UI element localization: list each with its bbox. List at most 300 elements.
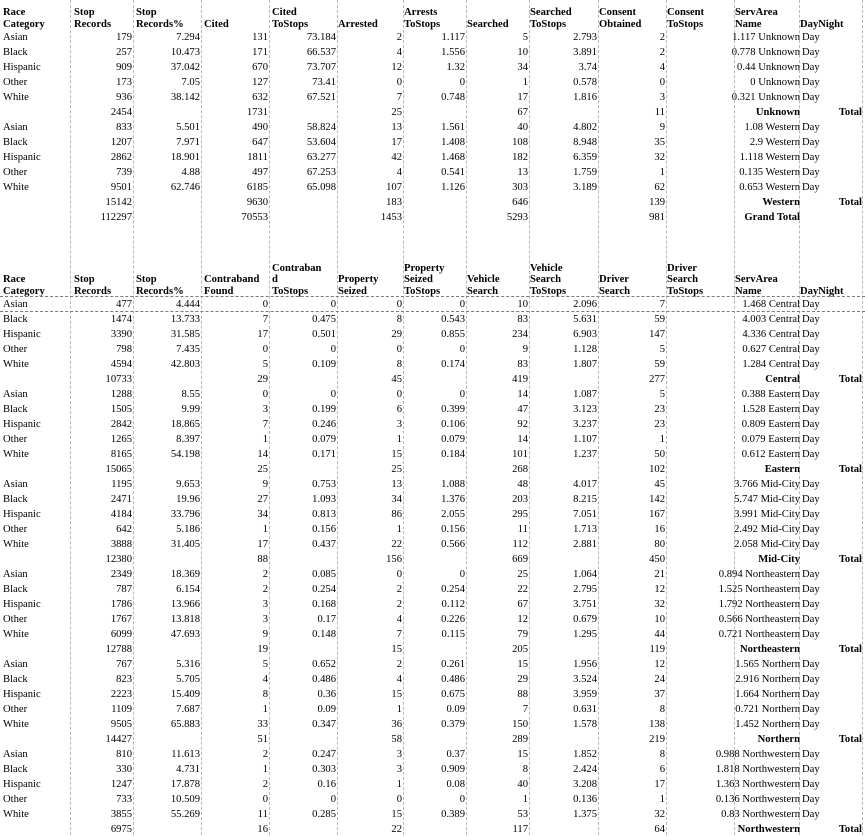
table-cell[interactable]: 88: [517, 689, 528, 700]
table-cell[interactable]: Mid-City: [758, 554, 800, 565]
table-cell[interactable]: Hispanic: [3, 329, 41, 340]
table-cell[interactable]: 66.537: [306, 47, 336, 58]
table-cell[interactable]: 1.087: [573, 389, 597, 400]
table-cell[interactable]: Total: [838, 824, 862, 835]
table-cell[interactable]: 4594: [110, 359, 132, 370]
table-cell[interactable]: 1.117: [441, 32, 465, 43]
table-cell[interactable]: 8: [659, 704, 665, 715]
table-cell[interactable]: 15: [391, 689, 402, 700]
table-cell[interactable]: 62: [654, 182, 665, 193]
table-cell[interactable]: 112: [512, 539, 528, 550]
table-cell[interactable]: 2: [262, 584, 268, 595]
table-cell[interactable]: 0.085: [312, 569, 336, 580]
table-cell[interactable]: 34: [517, 62, 528, 73]
table-cell[interactable]: 117: [512, 824, 528, 835]
table-cell[interactable]: 0.254: [312, 584, 336, 595]
table-cell[interactable]: 733: [116, 794, 132, 805]
table-cell[interactable]: 150: [512, 719, 528, 730]
table-cell[interactable]: 0.486: [441, 674, 465, 685]
table-cell[interactable]: 1: [396, 434, 402, 445]
table-cell[interactable]: 0.753: [312, 479, 336, 490]
table-cell[interactable]: Day: [802, 794, 820, 805]
table-cell[interactable]: Day: [802, 749, 820, 760]
table-cell[interactable]: 8.215: [573, 494, 597, 505]
table-cell[interactable]: 33.796: [170, 509, 200, 520]
table-cell[interactable]: Hispanic: [3, 62, 41, 73]
table-cell[interactable]: 15: [391, 644, 402, 655]
table-cell[interactable]: 0.136: [573, 794, 597, 805]
table-cell[interactable]: 490: [252, 122, 268, 133]
table-cell[interactable]: [270, 195, 336, 210]
table-cell[interactable]: 183: [386, 197, 402, 208]
table-cell[interactable]: Total: [838, 644, 862, 655]
table-cell[interactable]: 0.079 Eastern: [741, 434, 800, 445]
table-cell[interactable]: [800, 537, 862, 552]
table-cell[interactable]: 0.778 Unknown: [731, 47, 800, 58]
table-cell[interactable]: 0.44 Unknown: [737, 62, 800, 73]
table-cell[interactable]: 0.501: [312, 329, 336, 340]
table-cell[interactable]: 67: [517, 599, 528, 610]
table-cell[interactable]: 1474: [110, 314, 132, 325]
table-cell[interactable]: [800, 567, 862, 582]
table-cell[interactable]: 9.99: [181, 404, 200, 415]
table-cell[interactable]: 0.156: [312, 524, 336, 535]
table-cell[interactable]: 2.424: [573, 764, 597, 775]
table-cell[interactable]: 0.168: [312, 599, 336, 610]
table-cell[interactable]: 7: [262, 419, 268, 430]
table-cell[interactable]: 330: [116, 764, 132, 775]
table-cell[interactable]: 0.112: [441, 599, 465, 610]
table-cell[interactable]: Hispanic: [3, 599, 41, 610]
table-cell[interactable]: [134, 552, 200, 567]
table-cell[interactable]: [800, 507, 862, 522]
table-cell[interactable]: 1505: [110, 404, 132, 415]
table-cell[interactable]: 4.003 Central: [742, 314, 800, 325]
table-cell[interactable]: 2: [396, 32, 402, 43]
table-cell[interactable]: [800, 762, 862, 777]
table-cell[interactable]: Day: [802, 809, 820, 820]
table-cell[interactable]: Day: [802, 584, 820, 595]
table-cell[interactable]: 0.83 Northwestern: [721, 809, 800, 820]
table-cell[interactable]: 33: [257, 719, 268, 730]
table-cell[interactable]: [800, 150, 862, 165]
table-cell[interactable]: 11: [257, 809, 268, 820]
table-cell[interactable]: 0.566 Northeastern: [718, 614, 800, 625]
table-cell[interactable]: Day: [802, 674, 820, 685]
table-cell[interactable]: 15: [391, 449, 402, 460]
table-cell[interactable]: White: [3, 809, 29, 820]
table-cell[interactable]: [530, 552, 597, 567]
table-cell[interactable]: 0.389: [441, 809, 465, 820]
table-cell[interactable]: White: [3, 92, 29, 103]
table-cell[interactable]: 23: [654, 419, 665, 430]
table-cell[interactable]: 29: [257, 374, 268, 385]
table-cell[interactable]: Hispanic: [3, 152, 41, 163]
table-cell[interactable]: [800, 522, 862, 537]
table-cell[interactable]: 13.733: [170, 314, 200, 325]
table-cell[interactable]: 5: [262, 359, 268, 370]
table-cell[interactable]: 0.541: [441, 167, 465, 178]
table-cell[interactable]: 9: [262, 629, 268, 640]
table-cell[interactable]: [800, 312, 862, 327]
table-cell[interactable]: 15142: [105, 197, 132, 208]
table-cell[interactable]: [800, 327, 862, 342]
table-cell[interactable]: 37: [654, 689, 665, 700]
table-cell[interactable]: 0.106: [441, 419, 465, 430]
table-cell[interactable]: 1: [659, 434, 665, 445]
table-cell[interactable]: Asian: [3, 389, 28, 400]
table-cell[interactable]: 670: [252, 62, 268, 73]
table-cell[interactable]: 138: [649, 719, 665, 730]
table-cell[interactable]: 88: [257, 554, 268, 565]
table-cell[interactable]: 8: [262, 689, 268, 700]
table-cell[interactable]: 12: [654, 659, 665, 670]
table-cell[interactable]: 35: [654, 137, 665, 148]
table-cell[interactable]: 13.966: [170, 599, 200, 610]
table-cell[interactable]: Day: [802, 389, 820, 400]
table-cell[interactable]: 1.32: [446, 62, 465, 73]
table-cell[interactable]: 303: [512, 182, 528, 193]
table-cell[interactable]: 7.051: [573, 509, 597, 520]
table-cell[interactable]: 1.064: [573, 569, 597, 580]
table-cell[interactable]: Western: [762, 197, 800, 208]
table-cell[interactable]: 10.473: [170, 47, 200, 58]
table-cell[interactable]: 12: [654, 584, 665, 595]
table-cell[interactable]: Total: [838, 197, 862, 208]
table-cell[interactable]: [530, 732, 597, 747]
table-cell[interactable]: 4: [659, 62, 665, 73]
table-cell[interactable]: [134, 462, 200, 477]
table-cell[interactable]: 10733: [105, 374, 132, 385]
table-cell[interactable]: 3.74: [578, 62, 597, 73]
table-cell[interactable]: 0.261: [441, 659, 465, 670]
table-cell[interactable]: 40: [517, 122, 528, 133]
table-cell[interactable]: [530, 210, 597, 225]
table-cell[interactable]: 419: [512, 374, 528, 385]
table-cell[interactable]: 5: [262, 659, 268, 670]
table-cell[interactable]: 3: [396, 419, 402, 430]
table-cell[interactable]: 1.556: [441, 47, 465, 58]
table-cell[interactable]: Asian: [3, 569, 28, 580]
table-cell[interactable]: Northeastern: [739, 644, 800, 655]
table-cell[interactable]: 11: [654, 107, 665, 118]
column-header[interactable]: Contraband Found: [204, 274, 260, 297]
table-cell[interactable]: Day: [802, 167, 820, 178]
table-cell[interactable]: 277: [649, 374, 665, 385]
table-cell[interactable]: 2223: [110, 689, 132, 700]
table-cell[interactable]: Day: [802, 569, 820, 580]
table-cell[interactable]: [3, 210, 69, 225]
table-cell[interactable]: Other: [3, 77, 28, 88]
table-cell[interactable]: 34: [391, 494, 402, 505]
table-cell[interactable]: White: [3, 359, 29, 370]
table-cell[interactable]: Day: [802, 359, 820, 370]
table-cell[interactable]: 31.585: [170, 329, 200, 340]
table-cell[interactable]: 40: [517, 779, 528, 790]
table-cell[interactable]: Day: [802, 704, 820, 715]
table-cell[interactable]: 5.316: [176, 659, 200, 670]
table-cell[interactable]: 15065: [105, 464, 132, 475]
table-cell[interactable]: 58.824: [306, 122, 336, 133]
table-cell[interactable]: 0.148: [312, 629, 336, 640]
table-cell[interactable]: 17: [517, 92, 528, 103]
table-cell[interactable]: 17: [257, 539, 268, 550]
table-cell[interactable]: Day: [802, 77, 820, 88]
table-cell[interactable]: [134, 195, 200, 210]
table-cell[interactable]: [530, 195, 597, 210]
table-cell[interactable]: Day: [802, 629, 820, 640]
table-cell[interactable]: 1.565 Northern: [735, 659, 800, 670]
table-cell[interactable]: Asian: [3, 749, 28, 760]
table-cell[interactable]: 8.55: [181, 389, 200, 400]
table-cell[interactable]: 823: [116, 674, 132, 685]
table-cell[interactable]: 1.363 Northwestern: [715, 779, 800, 790]
table-cell[interactable]: 83: [517, 314, 528, 325]
table-cell[interactable]: Day: [802, 434, 820, 445]
table-cell[interactable]: 92: [517, 419, 528, 430]
table-cell[interactable]: [134, 372, 200, 387]
table-cell[interactable]: 4.444: [176, 299, 200, 310]
table-cell[interactable]: Day: [802, 47, 820, 58]
table-cell[interactable]: 22: [391, 824, 402, 835]
table-cell[interactable]: Black: [3, 674, 28, 685]
table-cell[interactable]: Day: [802, 479, 820, 490]
table-cell[interactable]: 156: [386, 554, 402, 565]
table-cell[interactable]: 0.254: [441, 584, 465, 595]
table-cell[interactable]: 0.652: [312, 659, 336, 670]
table-cell[interactable]: Central: [765, 374, 800, 385]
column-header[interactable]: Stop Records: [74, 274, 112, 297]
table-cell[interactable]: Hispanic: [3, 689, 41, 700]
table-cell[interactable]: 0.109: [312, 359, 336, 370]
table-cell[interactable]: 7: [262, 314, 268, 325]
table-cell[interactable]: 0.909: [441, 764, 465, 775]
column-header[interactable]: Consent ToStops: [667, 7, 705, 30]
table-cell[interactable]: 1247: [110, 779, 132, 790]
table-cell[interactable]: [800, 30, 862, 45]
table-cell[interactable]: 1.528 Eastern: [741, 404, 800, 415]
table-cell[interactable]: 5: [659, 389, 665, 400]
table-cell[interactable]: 6.154: [176, 584, 200, 595]
table-cell[interactable]: Day: [802, 614, 820, 625]
table-cell[interactable]: 27: [257, 494, 268, 505]
table-cell[interactable]: 67: [517, 107, 528, 118]
table-cell[interactable]: 1288: [110, 389, 132, 400]
table-cell[interactable]: [800, 627, 862, 642]
table-cell[interactable]: 1.525 Northeastern: [718, 584, 800, 595]
table-cell[interactable]: 12788: [105, 644, 132, 655]
table-cell[interactable]: 1.375: [573, 809, 597, 820]
table-cell[interactable]: 1109: [111, 704, 132, 715]
table-cell[interactable]: 179: [116, 32, 132, 43]
table-cell[interactable]: 18.865: [170, 419, 200, 430]
table-cell[interactable]: 3: [262, 614, 268, 625]
table-cell[interactable]: Black: [3, 47, 28, 58]
table-cell[interactable]: 3: [262, 404, 268, 415]
table-cell[interactable]: Day: [802, 509, 820, 520]
table-cell[interactable]: 0.321 Unknown: [731, 92, 800, 103]
table-cell[interactable]: Day: [802, 92, 820, 103]
table-cell[interactable]: Total: [838, 107, 862, 118]
table-cell[interactable]: 1.376: [441, 494, 465, 505]
table-cell[interactable]: [800, 165, 862, 180]
table-cell[interactable]: 4: [396, 674, 402, 685]
table-cell[interactable]: 73.41: [312, 77, 336, 88]
table-cell[interactable]: 1.852: [573, 749, 597, 760]
table-cell[interactable]: 0.136 Northwestern: [715, 794, 800, 805]
table-cell[interactable]: 101: [512, 449, 528, 460]
table-cell[interactable]: 1: [659, 794, 665, 805]
table-cell[interactable]: 2.096: [573, 299, 597, 310]
table-cell[interactable]: 67.253: [306, 167, 336, 178]
table-cell[interactable]: 0.612 Eastern: [741, 449, 800, 460]
table-cell[interactable]: 7.435: [176, 344, 200, 355]
table-cell[interactable]: 15: [517, 659, 528, 670]
table-cell[interactable]: 0.247: [312, 749, 336, 760]
table-cell[interactable]: Day: [802, 689, 820, 700]
table-cell[interactable]: Day: [802, 599, 820, 610]
table-cell[interactable]: Day: [802, 719, 820, 730]
table-cell[interactable]: [404, 210, 465, 225]
table-cell[interactable]: 1.107: [573, 434, 597, 445]
table-cell[interactable]: 44: [654, 629, 665, 640]
table-cell[interactable]: 55.269: [170, 809, 200, 820]
table-cell[interactable]: 6: [659, 764, 665, 775]
table-cell[interactable]: 6185: [246, 182, 268, 193]
column-header[interactable]: Searched ToStops: [530, 7, 572, 30]
table-cell[interactable]: 632: [252, 92, 268, 103]
table-cell[interactable]: 14: [517, 389, 528, 400]
table-cell[interactable]: 10: [654, 614, 665, 625]
table-cell[interactable]: 29: [517, 674, 528, 685]
table-cell[interactable]: White: [3, 182, 29, 193]
table-cell[interactable]: 2: [262, 749, 268, 760]
table-cell[interactable]: [800, 210, 862, 225]
table-cell[interactable]: 22: [391, 539, 402, 550]
table-cell[interactable]: 0: [262, 389, 268, 400]
table-cell[interactable]: 45: [391, 374, 402, 385]
table-cell[interactable]: 112297: [100, 212, 132, 223]
table-cell[interactable]: 1: [262, 434, 268, 445]
table-cell[interactable]: 0: [396, 389, 402, 400]
table-cell[interactable]: [3, 105, 69, 120]
table-cell[interactable]: Other: [3, 794, 28, 805]
table-cell[interactable]: 0: [396, 569, 402, 580]
table-cell[interactable]: Asian: [3, 479, 28, 490]
table-cell[interactable]: 31.405: [170, 539, 200, 550]
table-cell[interactable]: 936: [116, 92, 132, 103]
table-cell[interactable]: 1.126: [441, 182, 465, 193]
table-cell[interactable]: Day: [802, 659, 820, 670]
table-cell[interactable]: 9505: [110, 719, 132, 730]
column-header[interactable]: Cited: [204, 18, 229, 30]
table-cell[interactable]: 34: [257, 509, 268, 520]
table-cell[interactable]: [270, 105, 336, 120]
table-cell[interactable]: 1.956: [573, 659, 597, 670]
table-cell[interactable]: 12: [517, 614, 528, 625]
table-cell[interactable]: 0.135 Western: [739, 167, 800, 178]
table-cell[interactable]: [800, 702, 862, 717]
table-cell[interactable]: 62.746: [170, 182, 200, 193]
table-cell[interactable]: 29: [391, 329, 402, 340]
table-cell[interactable]: [800, 582, 862, 597]
column-header[interactable]: ServArea Name: [735, 274, 778, 297]
table-cell[interactable]: 1207: [110, 137, 132, 148]
table-cell[interactable]: 497: [252, 167, 268, 178]
table-cell[interactable]: 909: [116, 62, 132, 73]
table-cell[interactable]: 1.295: [573, 629, 597, 640]
table-cell[interactable]: [800, 672, 862, 687]
table-cell[interactable]: 234: [512, 329, 528, 340]
table-cell[interactable]: 2: [396, 584, 402, 595]
table-cell[interactable]: [800, 75, 862, 90]
table-cell[interactable]: 25: [257, 464, 268, 475]
table-cell[interactable]: 0.226: [441, 614, 465, 625]
table-cell[interactable]: 73.184: [306, 32, 336, 43]
table-cell[interactable]: [800, 717, 862, 732]
table-cell[interactable]: Unknown: [755, 107, 800, 118]
table-cell[interactable]: [800, 417, 862, 432]
table-cell[interactable]: 0.37: [446, 749, 465, 760]
table-cell[interactable]: Day: [802, 32, 820, 43]
table-cell[interactable]: 1: [659, 167, 665, 178]
table-cell[interactable]: 0.578: [573, 77, 597, 88]
table-cell[interactable]: 642: [116, 524, 132, 535]
table-cell[interactable]: Day: [802, 314, 820, 325]
table-cell[interactable]: 18.369: [170, 569, 200, 580]
table-cell[interactable]: Total: [838, 554, 862, 565]
table-cell[interactable]: [3, 462, 69, 477]
table-cell[interactable]: 1: [522, 77, 528, 88]
table-cell[interactable]: 19.96: [176, 494, 200, 505]
table-cell[interactable]: 131: [252, 32, 268, 43]
table-cell[interactable]: 0: [262, 794, 268, 805]
table-cell[interactable]: [800, 747, 862, 762]
table-cell[interactable]: 0.246: [312, 419, 336, 430]
table-cell[interactable]: 1.816: [573, 92, 597, 103]
table-cell[interactable]: 0.09: [317, 704, 336, 715]
table-cell[interactable]: 182: [512, 152, 528, 163]
table-cell[interactable]: 127: [252, 77, 268, 88]
table-cell[interactable]: [530, 105, 597, 120]
table-cell[interactable]: Black: [3, 584, 28, 595]
table-cell[interactable]: 9.653: [176, 479, 200, 490]
table-cell[interactable]: [270, 210, 336, 225]
table-cell[interactable]: 0: [262, 344, 268, 355]
table-cell[interactable]: [134, 210, 200, 225]
table-cell[interactable]: Other: [3, 704, 28, 715]
table-cell[interactable]: 8: [522, 764, 528, 775]
table-cell[interactable]: Grand Total: [744, 212, 800, 223]
table-cell[interactable]: Day: [802, 329, 820, 340]
table-cell[interactable]: [800, 477, 862, 492]
table-cell[interactable]: 108: [512, 137, 528, 148]
table-cell[interactable]: White: [3, 629, 29, 640]
table-cell[interactable]: 1.08 Western: [744, 122, 800, 133]
table-cell[interactable]: 2.058 Mid-City: [734, 539, 800, 550]
table-cell[interactable]: 4.802: [573, 122, 597, 133]
table-cell[interactable]: Day: [802, 494, 820, 505]
table-cell[interactable]: 32: [654, 809, 665, 820]
table-cell[interactable]: 257: [116, 47, 132, 58]
table-cell[interactable]: 11: [517, 524, 528, 535]
table-cell[interactable]: 1.237: [573, 449, 597, 460]
column-header[interactable]: Vehicle Search: [467, 274, 500, 297]
table-cell[interactable]: 5.705: [176, 674, 200, 685]
table-cell[interactable]: 5: [659, 344, 665, 355]
table-cell[interactable]: [800, 657, 862, 672]
table-cell[interactable]: 1: [522, 794, 528, 805]
